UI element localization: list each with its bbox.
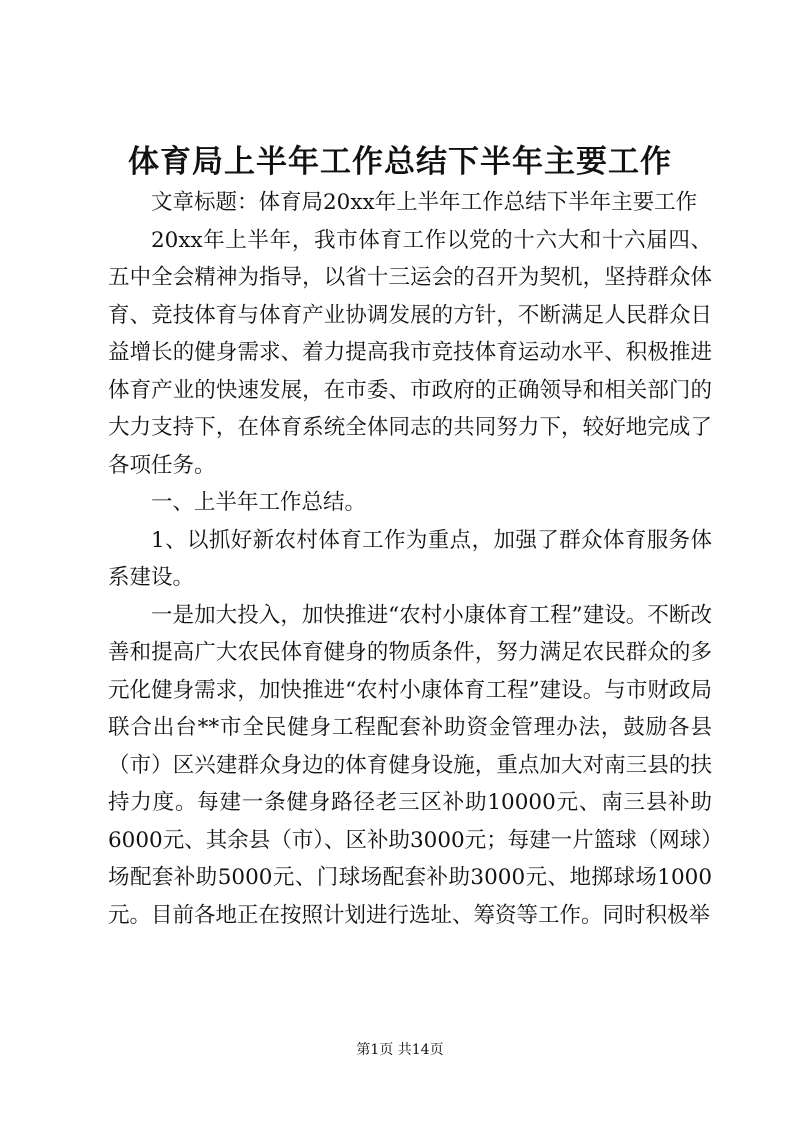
- document-body: [108, 184, 712, 934]
- page-footer: 第1页 共14页: [356, 1042, 444, 1058]
- intro-paragraph: 20xx年上半年，我市体育工作以党的十六大和十六届四、五中全会精神为指导，以省十三运会的召开为契机，坚持群众体育、竞技体育与体育产业协调发展的方针，不断满足人民群众日益增长的健身需求、着力提高我市竞技体育运动水平、积极推进体育产业的快速发展，在市委、市政府的正确领导和相关部门的大力支持下，在体育系统全体同志的共同努力下，较好地完成了各项任务。: [108, 227, 712, 478]
- document-title: 体育局上半年工作总结下半年主要工作: [128, 144, 672, 180]
- body-paragraph: 一是加大投入，加快推进“农村小康体育工程”建设。不断改善和提高广大农民体育健身的物质条件，努力满足农民群众的多元化健身需求，加快推进“农村小康体育工程”建设。与市财政局联合出台**市全民健身工程配套补助资金管理办法，鼓励各县（市）区兴建群众身边的体育健身设施，重点加大对南三县的扶持力度。每建一条健身路径老三区补助10000元、南三县补助6000元、其余县（市）、区补助3000元；每建一片篮球（网球）场配套补助5000元、门球场配套补助3000元、地掷球场1000元。目前各地正在按照计划进行选址、筹资等工作。同时积极举: [108, 602, 712, 928]
- section-heading: 一、上半年工作总结。: [151, 490, 367, 515]
- article-heading-paragraph: 文章标题：体育局20xx年上半年工作总结下半年主要工作: [151, 190, 698, 215]
- subsection-heading: 1、以抓好新农村体育工作为重点，加强了群众体育服务体系建设。: [108, 527, 712, 590]
